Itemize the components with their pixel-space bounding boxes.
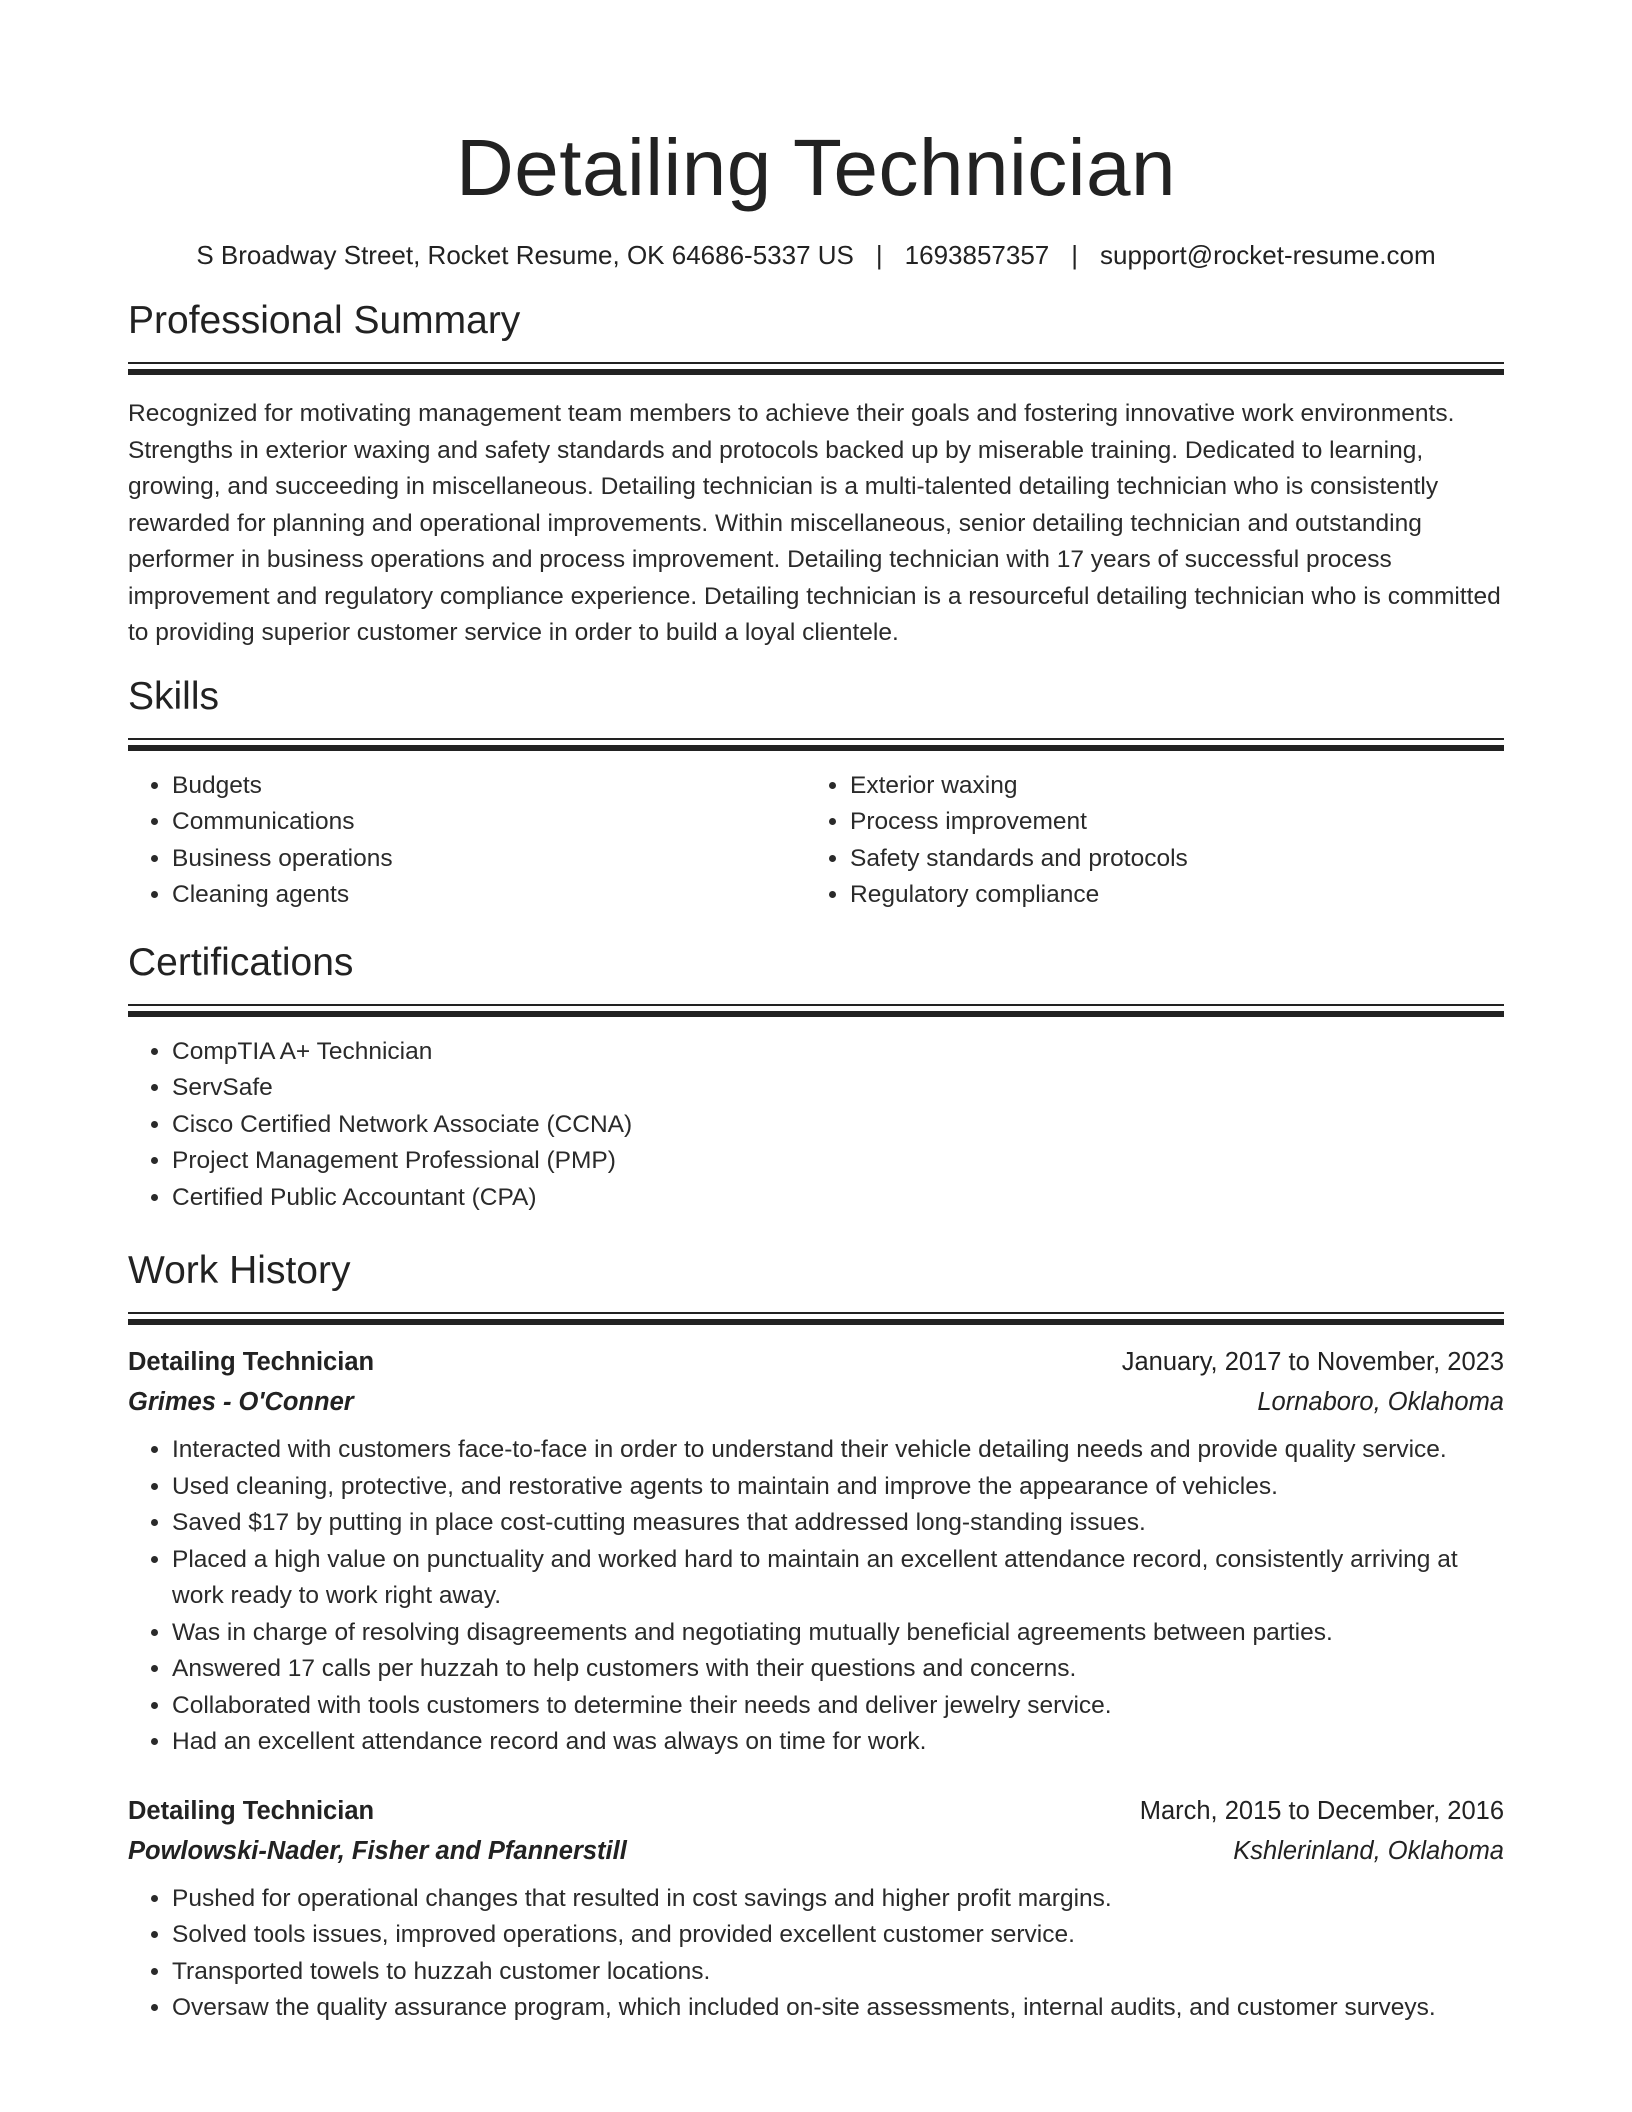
summary-section — [128, 296, 1504, 652]
resume-page — [128, 0, 1504, 2027]
job-location: Lornaboro, Oklahoma — [1257, 1388, 1504, 1416]
certifications-section — [128, 938, 1504, 1217]
section-title-skills: Skills — [128, 674, 220, 718]
section-divider — [128, 738, 1504, 752]
job-title: Detailing Technician — [128, 1796, 375, 1825]
certification-item: • CompTIA A+ Technician — [172, 1034, 1504, 1071]
section-title-certifications: Certifications — [128, 940, 354, 984]
section-divider — [128, 1004, 1504, 1018]
contact-line — [128, 238, 1504, 272]
certification-item: • ServSafe — [172, 1070, 1504, 1107]
job-bullet: • Used cleaning, protective, and restorative agents to maintain and improve the appearance of vehicles. — [172, 1469, 1504, 1506]
skills-grid — [128, 768, 1504, 914]
contact-email: support@rocket-resume.com — [1100, 240, 1436, 270]
skill-item: • Communications — [172, 804, 806, 841]
certification-item: • Cisco Certified Network Associate (CCNA) — [172, 1107, 1504, 1144]
job-entry — [128, 1342, 1504, 1761]
skill-item: • Business operations — [172, 841, 806, 878]
certification-item: • Project Management Professional (PMP) — [172, 1143, 1504, 1180]
contact-separator: | — [875, 240, 883, 270]
job-entry — [128, 1791, 1504, 2027]
resume-name: Detailing Technician — [455, 123, 1177, 212]
job-bullet: • Interacted with customers face-to-face in order to understand their vehicle detailing needs and provide quality service. — [172, 1432, 1504, 1469]
job-bullet: • Transported towels to huzzah customer locations. — [172, 1954, 1504, 1991]
job-location: Kshlerinland, Oklahoma — [1233, 1836, 1504, 1865]
job-dates: January, 2017 to November, 2023 — [1121, 1348, 1504, 1376]
skill-item: • Exterior waxing — [850, 768, 1484, 805]
job-bullet: • Solved tools issues, improved operations, and provided excellent customer service. — [172, 1917, 1504, 1954]
work-history-section — [128, 1246, 1504, 2027]
job-bullet: • Collaborated with tools customers to determine their needs and deliver jewelry service. — [172, 1688, 1504, 1725]
job-company: Powlowski-Nader, Fisher and Pfannerstill — [128, 1836, 627, 1865]
job-company: Grimes - O'Conner — [128, 1388, 354, 1416]
skills-section — [128, 672, 1504, 914]
section-title-summary: Professional Summary — [128, 299, 521, 342]
skill-item: • Process improvement — [850, 804, 1484, 841]
section-title-work-history: Work History — [128, 1249, 351, 1292]
job-bullet: • Had an excellent attendance record and was always on time for work. — [172, 1724, 1504, 1761]
contact-separator: | — [1071, 240, 1079, 270]
skills-column-right — [806, 768, 1484, 914]
job-bullet: • Saved $17 by putting in place cost-cutting measures that addressed long-standing issues. — [172, 1505, 1504, 1542]
job-dates: March, 2015 to December, 2016 — [1139, 1796, 1504, 1825]
skill-item: • Cleaning agents — [172, 877, 806, 914]
job-bullet: • Placed a high value on punctuality and worked hard to maintain an excellent attendance record, consistently arriving at work ready to work right away. — [172, 1542, 1504, 1615]
job-title: Detailing Technician — [128, 1348, 375, 1376]
summary-text: Recognized for motivating management team members to achieve their goals and fostering innovative work environments. Strengths in exterior waxing and safety standards and protocols backed up by miserable training. Dedicated to learning, growing, and succeeding in miscellaneous. Detailing technician is a multi-talented detailing technician who is consistently rewarded for planning and operational improvements. Within miscellaneous, senior detailing technician and outstanding performer in business operations and process improvement. Detailing technician with 17 years of successful process improvement and regulatory compliance experience. Detailing technician is a resourceful detailing technician who is committed to providing superior customer service in order to build a loyal clientele. — [128, 400, 1501, 646]
certification-item: • Certified Public Accountant (CPA) — [172, 1180, 1504, 1217]
job-bullet: • Answered 17 calls per huzzah to help customers with their questions and concerns. — [172, 1651, 1504, 1688]
skill-item: • Budgets — [172, 768, 806, 805]
contact-phone: 1693857357 — [904, 240, 1050, 270]
contact-address: S Broadway Street, Rocket Resume, OK 64686-5337 US — [196, 240, 854, 270]
job-bullet: • Oversaw the quality assurance program, which included on-site assessments, internal audits, and customer surveys. — [172, 1990, 1504, 2027]
job-bullet: • Pushed for operational changes that resulted in cost savings and higher profit margins. — [172, 1881, 1504, 1918]
section-divider — [128, 362, 1504, 376]
skills-column-left — [128, 768, 806, 914]
section-divider — [128, 1312, 1504, 1326]
skill-item: • Regulatory compliance — [850, 877, 1484, 914]
job-bullet: • Was in charge of resolving disagreements and negotiating mutually beneficial agreements between parties. — [172, 1615, 1504, 1652]
skill-item: • Safety standards and protocols — [850, 841, 1484, 878]
